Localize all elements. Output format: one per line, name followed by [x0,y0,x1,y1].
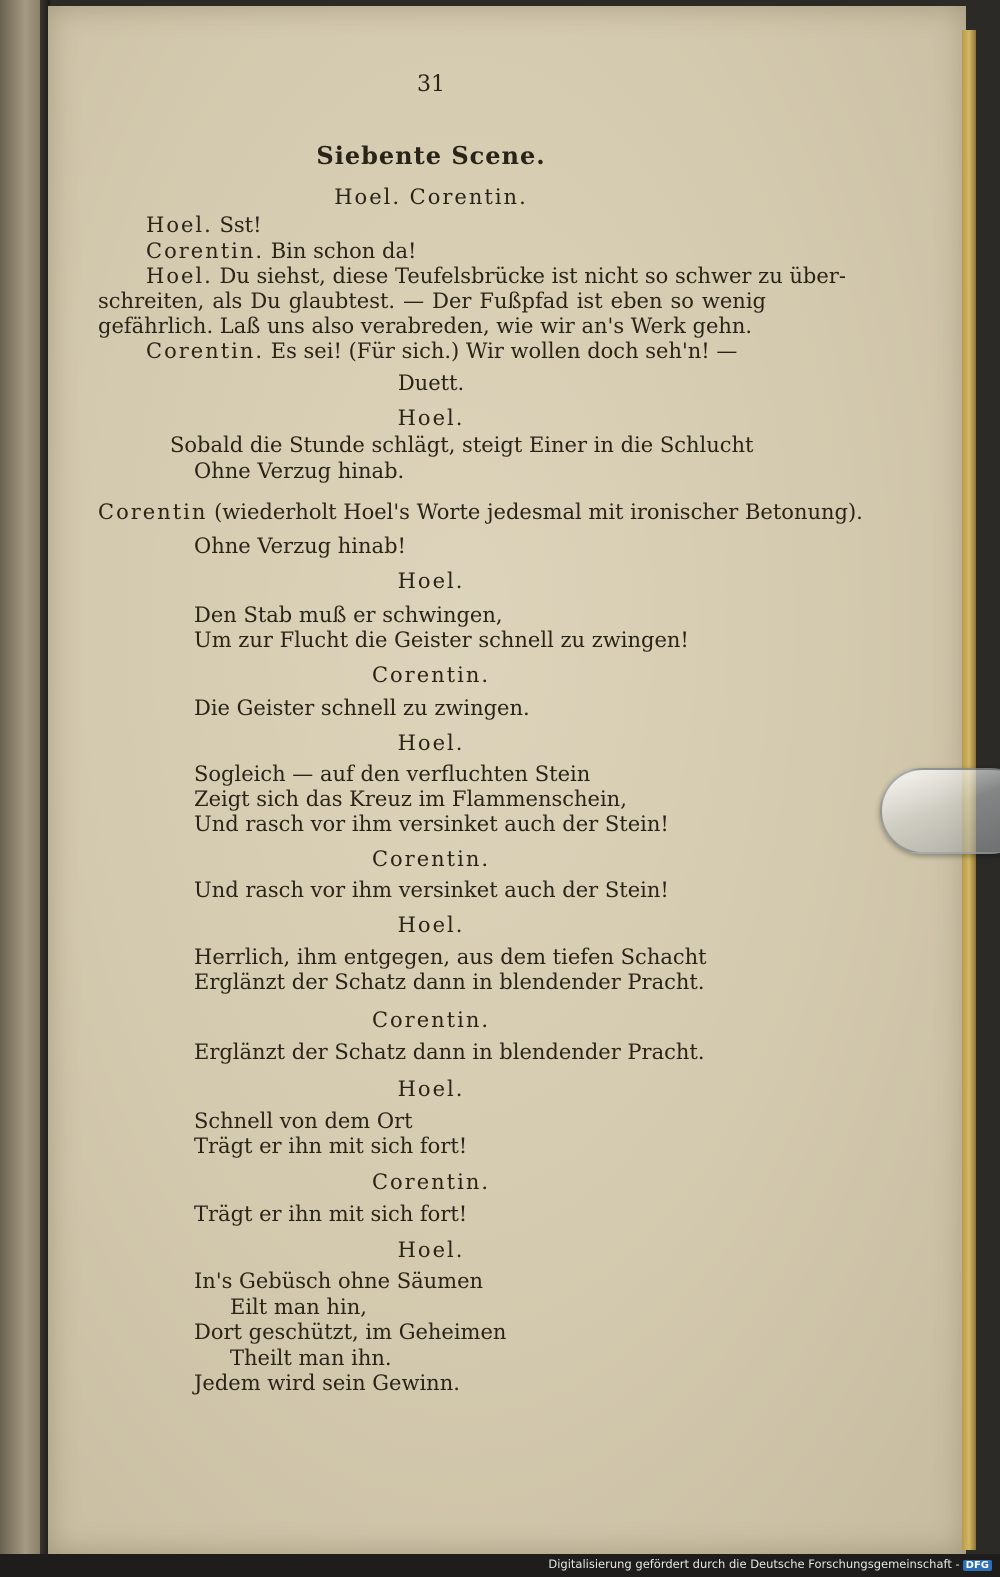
verse-line: Schnell von dem Ort [194,1109,413,1133]
dialogue-text: Es sei! (Für sich.) Wir wollen doch seh'n! — [270,339,738,363]
speaker-heading: Corentin. [371,1008,491,1032]
speaker-heading: Corentin. [371,663,491,687]
dialogue-text: gefährlich. Laß uns also verabreden, wie wir an's Werk gehn. [98,314,753,338]
verse-line: Jedem wird sein Gewinn. [194,1371,460,1395]
speaker-heading: Corentin. [371,1170,491,1194]
speaker-heading: Hoel. [397,913,465,937]
verse-line: Herrlich, ihm entgegen, aus dem tiefen Schacht [194,945,707,969]
verse-line: Trägt er ihn mit sich fort! [194,1134,468,1158]
speaker-name: Corentin [98,500,208,524]
speaker-name: Hoel. [146,264,213,288]
verse-line: Die Geister schnell zu zwingen. [194,696,530,720]
speaker-name: Corentin. [146,339,265,363]
verse-line: Erglänzt der Schatz dann in blendender Pracht. [194,1040,705,1064]
stage-direction-line [98,499,863,525]
dialogue-text: Bin schon da! [270,239,417,263]
verse-line: Sobald die Stunde schlägt, steigt Einer in die Schlucht [170,433,754,457]
character-list: Hoel. Corentin. [334,185,528,209]
digitization-credit [548,1557,992,1571]
dialogue-line [146,212,262,238]
speaker-heading: Hoel. [397,569,465,593]
speaker-heading: Hoel. [397,731,465,755]
speaker-name: Hoel. [146,213,213,237]
verse-line: Und rasch vor ihm versinket auch der Stein! [194,878,669,902]
dialogue-line [146,238,416,264]
dialogue-line [146,338,737,364]
verse-line: Dort geschützt, im Geheimen [194,1320,507,1344]
verse-line: Um zur Flucht die Geister schnell zu zwingen! [194,628,689,652]
verse-line: Und rasch vor ihm versinket auch der Stein! [194,812,669,836]
speaker-name: Corentin. [146,239,265,263]
verse-line: Eilt man hin, [230,1295,367,1319]
speaker-heading: Hoel. [397,406,465,430]
dialogue-line [146,263,846,289]
dfg-logo: DFG [963,1560,992,1571]
dialogue-text: Sst! [219,213,262,237]
verse-line: In's Gebüsch ohne Säumen [194,1269,484,1293]
verse-line: Sogleich — auf den verfluchten Stein [194,762,591,786]
scene-title: Siebente Scene. [316,141,546,170]
verse-line: Ohne Verzug hinab! [194,534,406,558]
verse-line: Theilt man ihn. [230,1346,392,1370]
verse-line: Ohne Verzug hinab. [194,459,405,483]
verse-line: Den Stab muß er schwingen, [194,603,503,627]
dialogue-text: schreiten, als Du glaubtest. — Der Fußpfad ist eben so wenig [98,289,766,313]
credit-text: Digitalisierung gefördert durch die Deutsche Forschungsgemeinschaft - [548,1557,960,1571]
verse-line: Erglänzt der Schatz dann in blendender Pracht. [194,970,705,994]
verse-line: Trägt er ihn mit sich fort! [194,1202,468,1226]
speaker-heading: Hoel. [397,1238,465,1262]
speaker-heading: Hoel. [397,1077,465,1101]
page-clip [880,768,1000,854]
speaker-heading: Corentin. [371,847,491,871]
stage-direction: (wiederholt Hoel's Worte jedesmal mit ironischer Betonung). [214,500,863,524]
dialogue-text: Du siehst, diese Teufelsbrücke ist nicht so schwer zu über- [219,264,846,288]
duet-title: Duett. [397,371,465,395]
page-number: 31 [417,72,445,97]
verse-line: Zeigt sich das Kreuz im Flammenschein, [194,787,627,811]
